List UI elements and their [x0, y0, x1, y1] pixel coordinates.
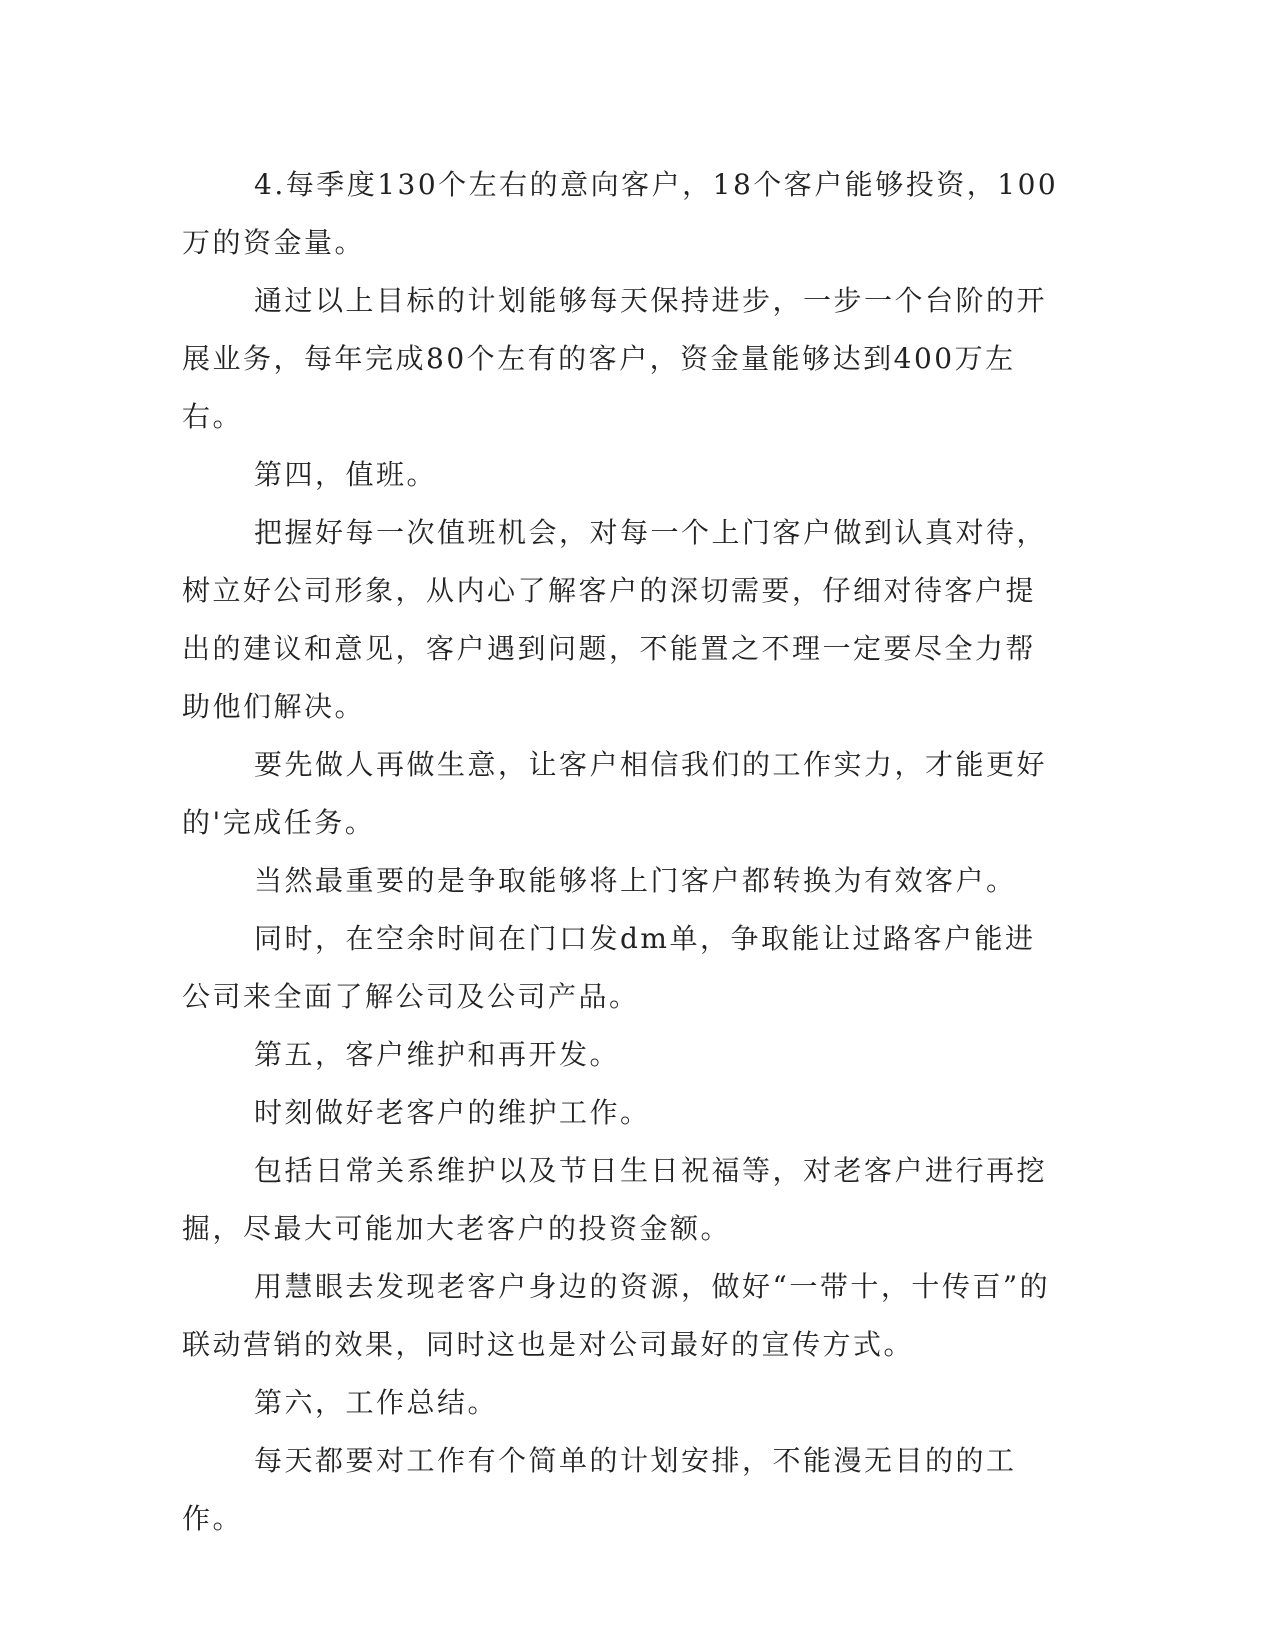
paragraph: 每天都要对工作有个简单的计划安排，不能漫无目的的工作。 — [182, 1444, 1017, 1535]
paragraph: 4.每季度130个左右的意向客户，18个客户能够投资，100万的资金量。 — [182, 168, 1059, 259]
section-heading: 第六，工作总结。 — [254, 1386, 499, 1419]
paragraph: 把握好每一次值班机会，对每一个上门客户做到认真对待，树立好公司形象，从内心了解客户的深切需要，仔细对待客户提出的建议和意见，客户遇到问题，不能置之不理一定要尽全力帮助他们解决。 — [182, 516, 1048, 723]
paragraph: 包括日常关系维护以及节日生日祝福等，对老客户进行再挖掘，尽最大可能加大老客户的投资金额。 — [182, 1154, 1048, 1245]
paragraph: 同时，在空余时间在门口发dm单，争取能让过路客户能进公司来全面了解公司及公司产品。 — [182, 922, 1036, 1013]
paragraph: 通过以上目标的计划能够每天保持进步，一步一个台阶的开展业务，每年完成80个左有的客户，资金量能够达到400万左右。 — [182, 284, 1048, 433]
section-heading: 第四，值班。 — [254, 458, 438, 491]
paragraph: 时刻做好老客户的维护工作。 — [254, 1096, 651, 1129]
paragraph: 要先做人再做生意，让客户相信我们的工作实力，才能更好的'完成任务。 — [182, 748, 1048, 839]
paragraph: 用慧眼去发现老客户身边的资源，做好“一带十，十传百”的联动营销的效果，同时这也是对公司最好的宣传方式。 — [182, 1270, 1051, 1361]
section-heading: 第五，客户维护和再开发。 — [254, 1038, 621, 1071]
paragraph: 当然最重要的是争取能够将上门客户都转换为有效客户。 — [254, 864, 1017, 897]
document-body — [182, 156, 1062, 1548]
